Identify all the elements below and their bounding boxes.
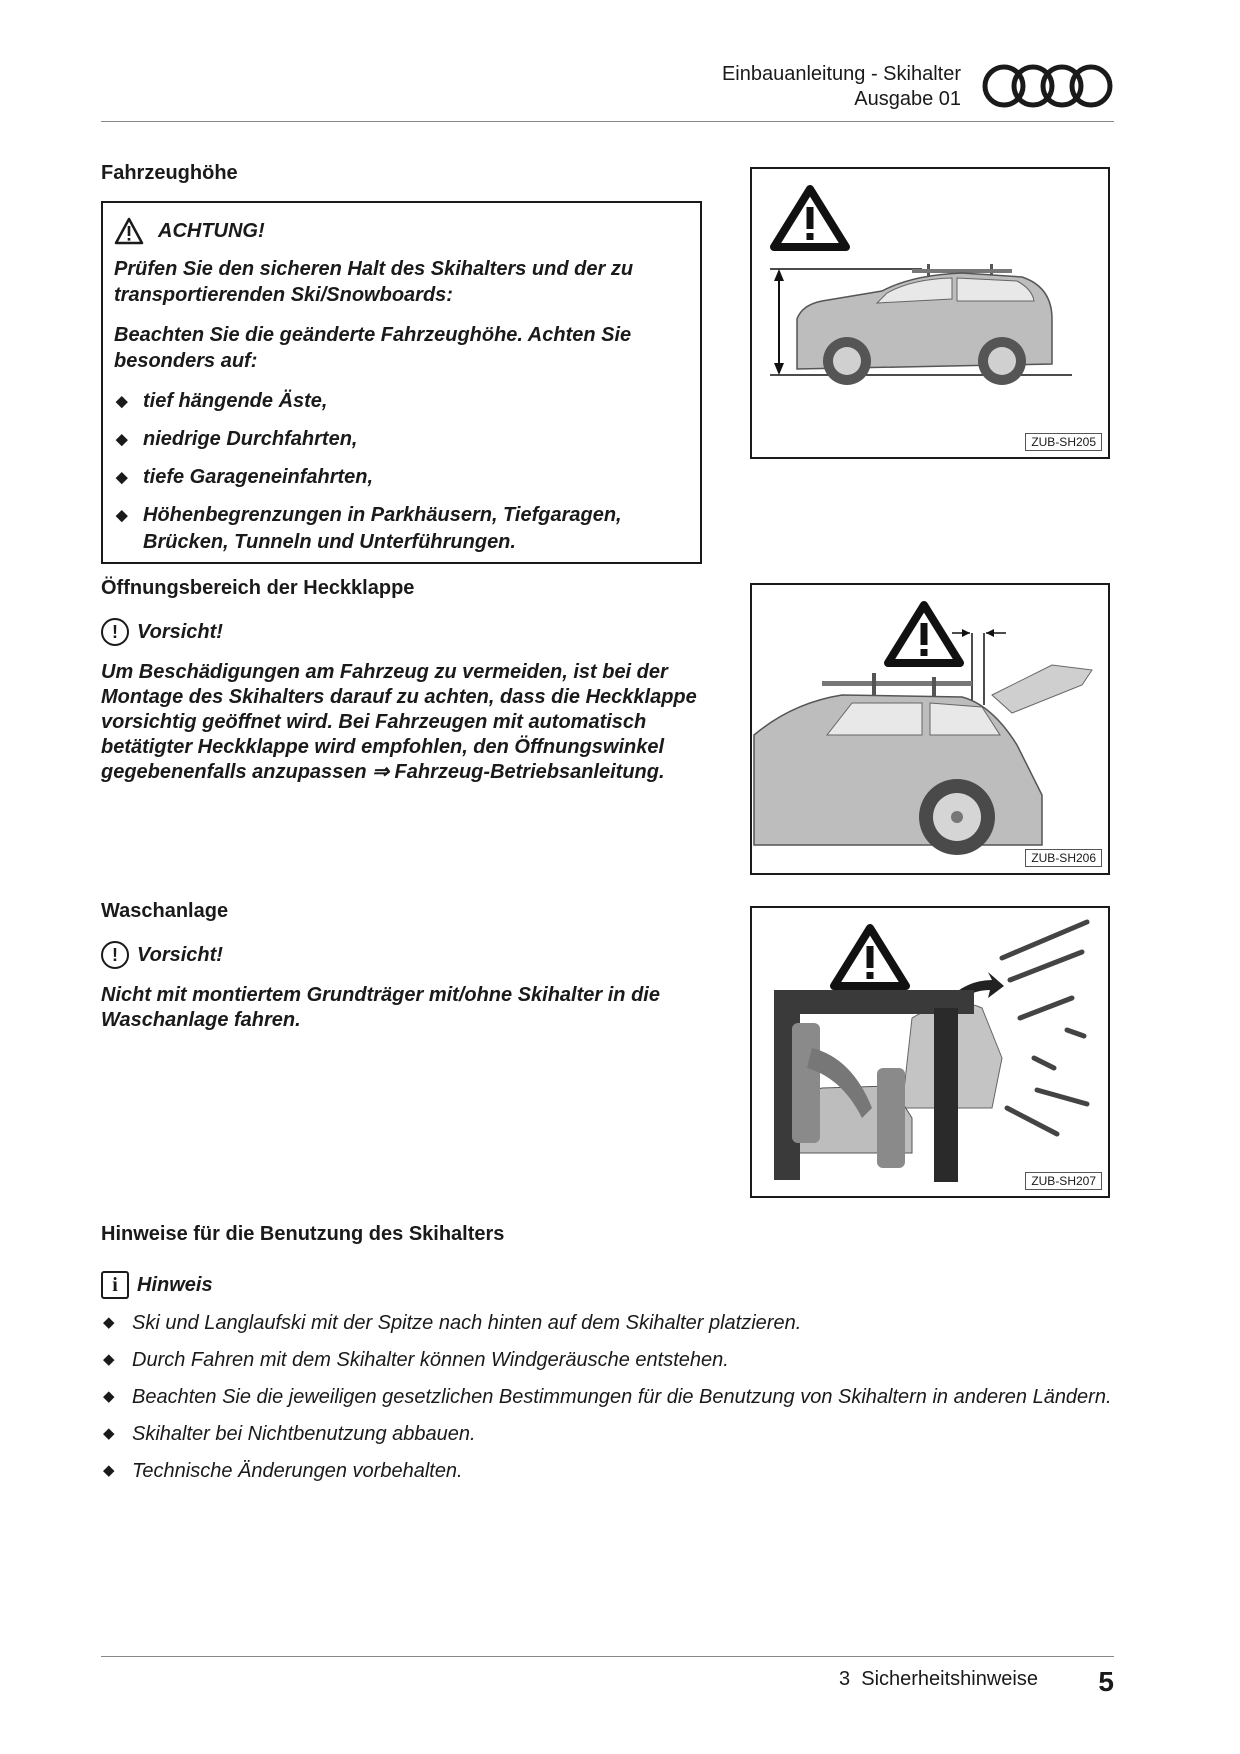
- list-item-text: Skihalter bei Nichtbenutzung abbauen.: [132, 1423, 476, 1445]
- diamond-bullet-icon: ◆: [116, 431, 128, 448]
- hint-title: [101, 1271, 213, 1299]
- list-item-text: Ski und Langlaufski mit der Spitze nach hinten auf dem Skihalter platzieren.: [132, 1312, 802, 1334]
- caution-title-text: Vorsicht!: [137, 620, 223, 643]
- list-item-text: tief hängende Äste,: [143, 390, 328, 412]
- info-icon: i: [101, 1271, 129, 1299]
- list-item: [114, 426, 690, 453]
- page-number: 5: [1098, 1666, 1114, 1697]
- car-wash-illustration: [752, 908, 1110, 1198]
- caution-title: [101, 941, 223, 969]
- document-edition: Ausgabe 01: [854, 88, 961, 110]
- list-item-text: Höhenbegrenzungen in Parkhäusern, Tiefgaragen, Brücken, Tunneln und Unterführungen.: [143, 504, 622, 553]
- figure-label: ZUB-SH205: [1025, 433, 1102, 451]
- warning-triangle-icon: [834, 928, 906, 986]
- list-item: [114, 464, 690, 491]
- exclamation-circle-icon: !: [101, 941, 129, 969]
- caution-title-text: Vorsicht!: [137, 943, 223, 966]
- list-item: [101, 1384, 1114, 1410]
- car-tailgate-illustration: [752, 585, 1110, 875]
- list-item-text: Beachten Sie die jeweiligen gesetzlichen Bestimmungen für die Benutzung von Skihaltern in anderen Ländern.: [132, 1386, 1112, 1408]
- diamond-bullet-icon: ◆: [103, 1462, 115, 1479]
- list-item: [101, 1458, 1114, 1484]
- heading-fahrzeughoehe: Fahrzeughöhe: [101, 162, 238, 184]
- warning-box: [101, 201, 702, 564]
- warning-title-text: ACHTUNG!: [158, 219, 265, 242]
- list-item: [101, 1347, 1114, 1373]
- warning-title: [114, 215, 690, 247]
- warning-paragraph-1: Prüfen Sie den sicheren Halt des Skihalters und der zu transportierenden Ski/Snowboards:: [114, 258, 634, 306]
- heading-hinweise: Hinweise für die Benutzung des Skihalters: [101, 1223, 505, 1245]
- figure-vehicle-height: [750, 167, 1110, 459]
- list-item: [114, 502, 690, 556]
- hint-title-text: Hinweis: [137, 1273, 213, 1296]
- caution-text: Nicht mit montiertem Grundträger mit/ohne Skihalter in die Waschanlage fahren.: [101, 984, 660, 1031]
- heading-heckklappe: Öffnungsbereich der Heckklappe: [101, 577, 415, 599]
- audi-rings-logo: [982, 62, 1114, 110]
- figure-label: ZUB-SH206: [1025, 849, 1102, 867]
- figure-tailgate: [750, 583, 1110, 875]
- list-item-text: Technische Änderungen vorbehalten.: [132, 1460, 463, 1482]
- list-item-text: Durch Fahren mit dem Skihalter können Windgeräusche entstehen.: [132, 1349, 729, 1371]
- diamond-bullet-icon: ◆: [103, 1425, 115, 1442]
- document-title: Einbauanleitung - Skihalter: [721, 63, 961, 85]
- figure-label: ZUB-SH207: [1025, 1172, 1102, 1190]
- diamond-bullet-icon: ◆: [116, 393, 128, 410]
- diamond-bullet-icon: ◆: [103, 1314, 115, 1331]
- footer-divider: [101, 1656, 1114, 1657]
- list-item: [114, 388, 690, 415]
- list-item: [101, 1310, 1114, 1336]
- diamond-bullet-icon: ◆: [116, 469, 128, 486]
- warning-list: [114, 388, 690, 556]
- warning-triangle-icon: [888, 605, 960, 663]
- warning-triangle-icon: [114, 217, 144, 245]
- diamond-bullet-icon: ◆: [103, 1351, 115, 1368]
- list-item: [101, 1421, 1114, 1447]
- figure-car-wash: [750, 906, 1110, 1198]
- diamond-bullet-icon: ◆: [116, 507, 128, 524]
- exclamation-circle-icon: !: [101, 618, 129, 646]
- heading-waschanlage: Waschanlage: [101, 900, 229, 922]
- caution-text: Um Beschädigungen am Fahrzeug zu vermeiden, ist bei der Montage des Skihalters darauf zu achten, dass die Heckklappe vorsichtig geöffnet wird. Bei Fahrzeugen mit automatisch betätigter Heckklappe wird empfohlen, den Öffnungswinkel gegebenenfalls anzupassen ⇒ Fahrzeug-Betriebsanleitung.: [101, 661, 697, 783]
- list-item-text: tiefe Garageneinfahrten,: [143, 466, 374, 488]
- hint-list: [101, 1310, 1114, 1495]
- caution-title: [101, 618, 223, 646]
- header-divider: [101, 121, 1114, 122]
- footer-section-title: 3 Sicherheitshinweise: [839, 1668, 1038, 1690]
- car-height-illustration: [752, 169, 1110, 459]
- list-item-text: niedrige Durchfahrten,: [143, 428, 358, 450]
- warning-paragraph-2: Beachten Sie die geänderte Fahrzeughöhe. Achten Sie besonders auf:: [114, 324, 632, 372]
- diamond-bullet-icon: ◆: [103, 1388, 115, 1405]
- document-header: [722, 62, 961, 112]
- warning-triangle-icon: [774, 189, 846, 247]
